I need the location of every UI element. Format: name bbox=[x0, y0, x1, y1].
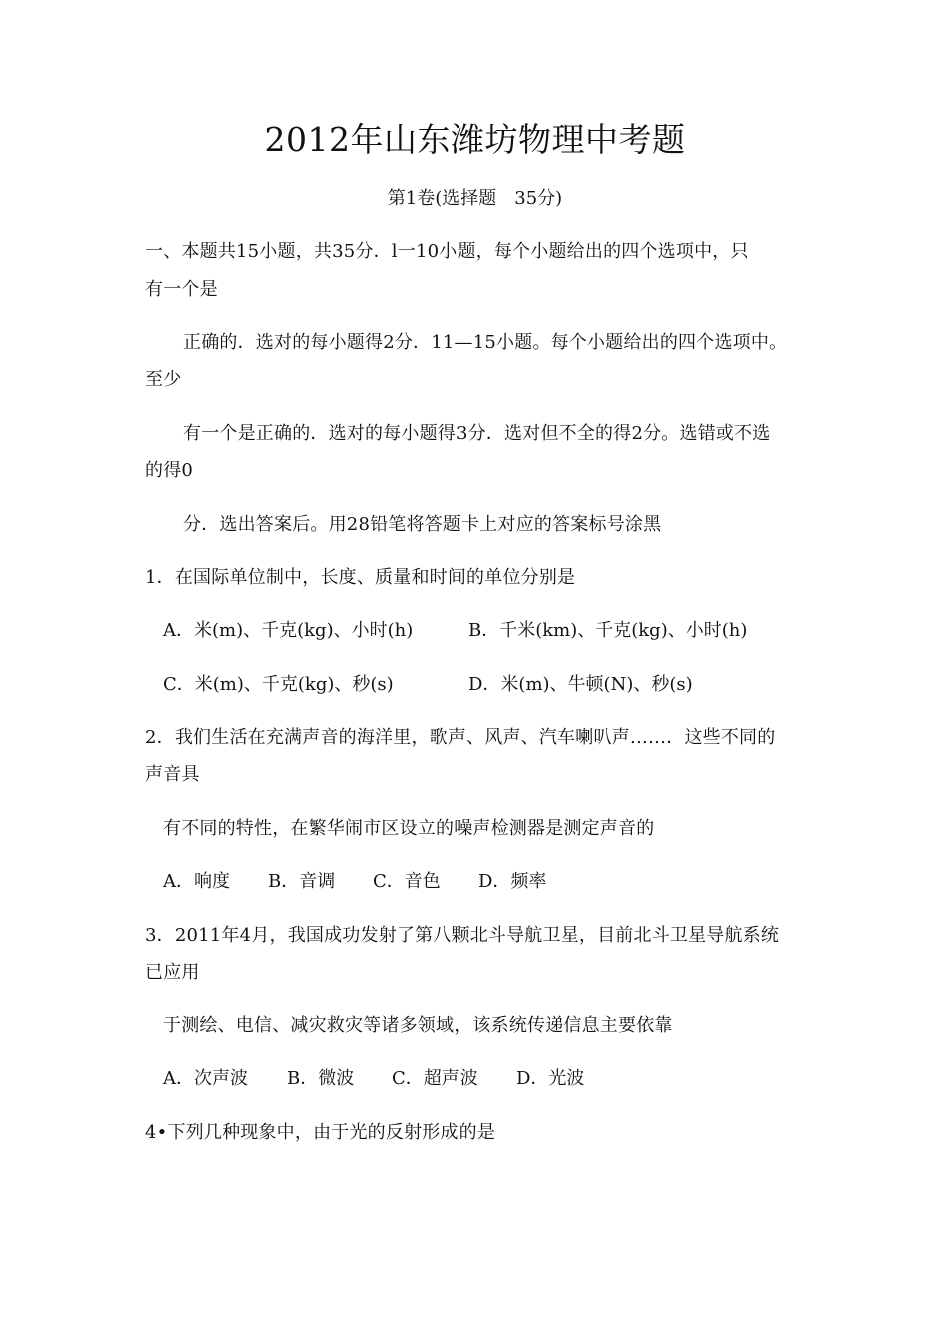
instructions-line-1: 一、本题共15小题，共35分．l一10小题，每个小题给出的四个选项中，只 bbox=[145, 241, 749, 262]
instructions-line-6: 的得0 bbox=[145, 460, 194, 481]
question-1-option-a: A．米(m)、千克(kg)、小时(h) bbox=[163, 620, 414, 641]
question-2-stem-line-2: 声音具 bbox=[145, 764, 200, 785]
question-3-stem-line-1: 3．2011年4月，我国成功发射了第八颗北斗导航卫星，目前北斗卫星导航系统 bbox=[145, 925, 780, 946]
question-4-stem: 4•下列几种现象中，由于光的反射形成的是 bbox=[145, 1122, 496, 1143]
question-2-option-a: A．响度 bbox=[163, 871, 230, 892]
question-3-option-b: B．微波 bbox=[287, 1068, 355, 1089]
instructions-line-5: 有一个是正确的．选对的每小题得3分．选对但不全的得2分。选错或不选 bbox=[183, 423, 771, 444]
instructions-line-3: 正确的．选对的每小题得2分．11—15小题。每个小题给出的四个选项中。 bbox=[183, 332, 788, 353]
instructions-line-7: 分．选出答案后。用28铅笔将答题卡上对应的答案标号涂黑 bbox=[183, 514, 662, 535]
instructions-line-4: 至少 bbox=[145, 369, 182, 390]
question-3-stem-line-3: 于测绘、电信、减灾救灾等诸多领域，该系统传递信息主要依靠 bbox=[163, 1015, 673, 1036]
question-3-option-d: D．光波 bbox=[516, 1068, 585, 1089]
document-title: 2012年山东潍坊物理中考题 bbox=[264, 120, 686, 159]
question-1-option-b: B．千米(km)、千克(kg)、小时(h) bbox=[468, 620, 748, 641]
question-2-option-c: C．音色 bbox=[373, 871, 441, 892]
question-1-option-d: D．米(m)、牛顿(N)、秒(s) bbox=[468, 674, 693, 695]
question-2-option-b: B．音调 bbox=[268, 871, 336, 892]
question-2-stem-line-3: 有不同的特性，在繁华闹市区设立的噪声检测器是测定声音的 bbox=[163, 818, 655, 839]
instructions-line-2: 有一个是 bbox=[145, 279, 218, 300]
question-1-option-c: C．米(m)、千克(kg)、秒(s) bbox=[163, 674, 394, 695]
question-2-option-d: D．频率 bbox=[478, 871, 547, 892]
question-3-option-a: A．次声波 bbox=[163, 1068, 248, 1089]
question-1-stem: 1．在国际单位制中，长度、质量和时间的单位分别是 bbox=[145, 567, 576, 588]
question-3-option-c: C．超声波 bbox=[392, 1068, 478, 1089]
question-2-stem-line-1: 2．我们生活在充满声音的海洋里，歌声、风声、汽车喇叭声……．这些不同的 bbox=[145, 727, 776, 748]
document-subtitle: 第1卷(选择题 35分) bbox=[387, 188, 563, 209]
question-3-stem-line-2: 已应用 bbox=[145, 962, 200, 983]
